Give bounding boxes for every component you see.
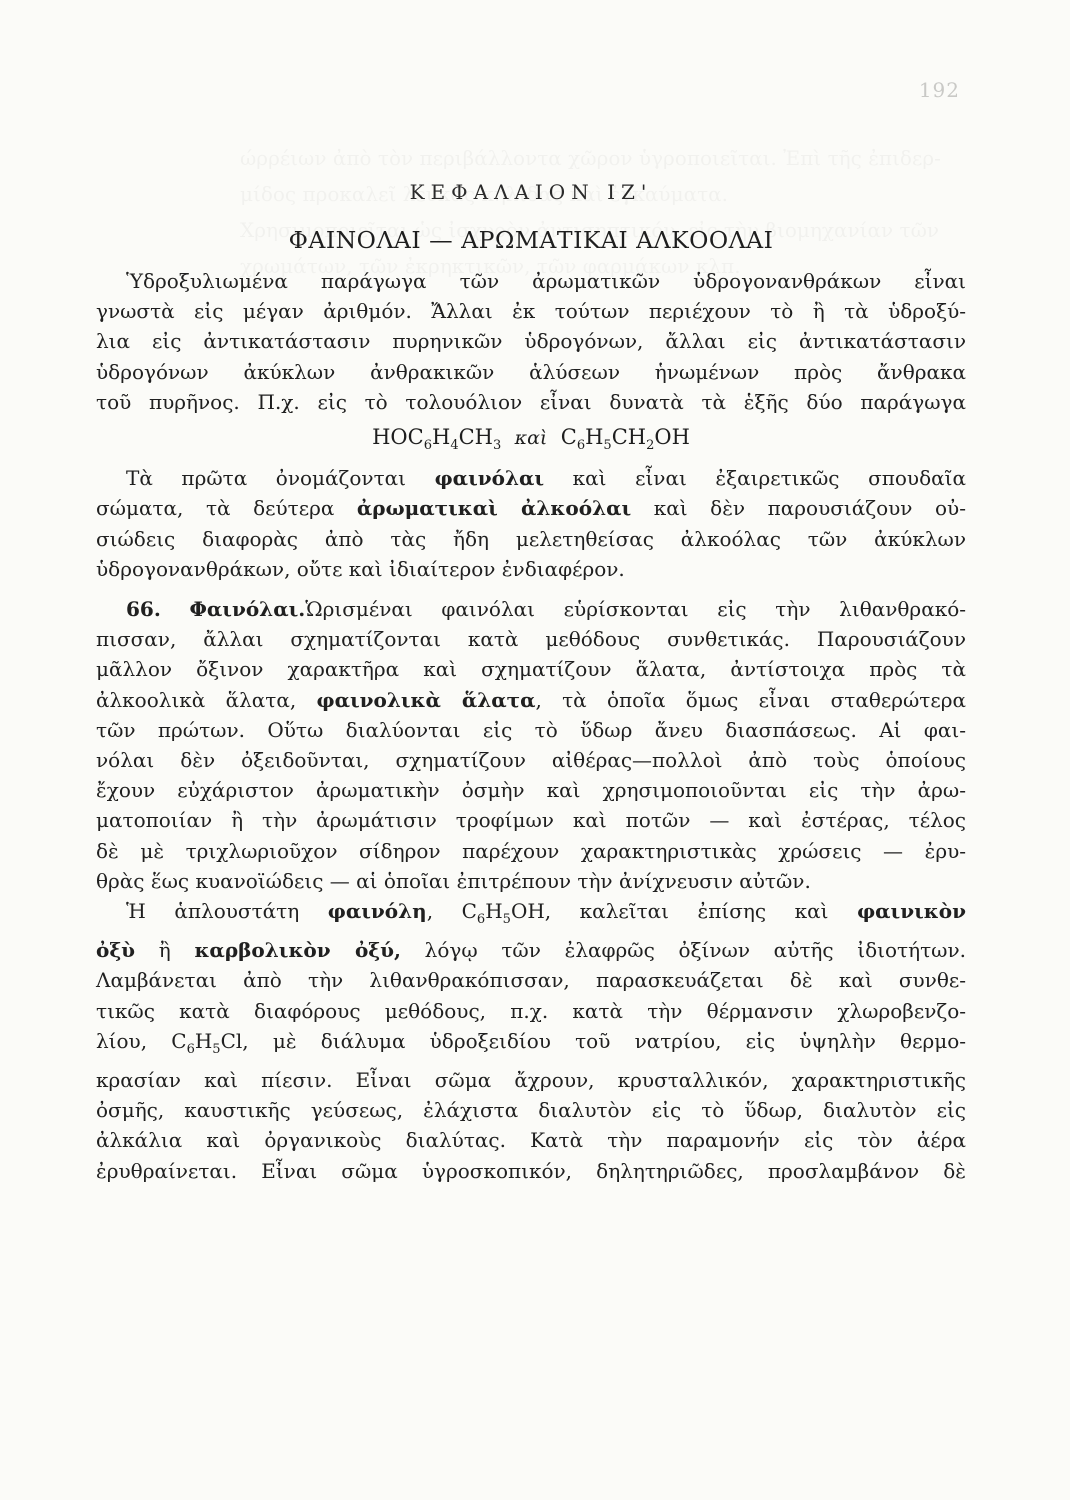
text-line: ματοποιίαν ἢ τὴν ἀρωμάτισιν τροφίμων καὶ ποτῶν — καὶ ἐστέρας, τέλος <box>96 808 966 833</box>
term-carbolic-acid: καρβολικὸν ὀξύ, <box>194 938 401 963</box>
text-line: Λαμβάνεται ἀπὸ τὴν λιθανθρακόπισσαν, παρασκευάζεται δὲ καὶ συνθε- <box>96 968 966 993</box>
text-line: ὑδρογονανθράκων, οὔτε καὶ ἰδιαίτερον ἐνδιαφέρον. <box>96 556 625 581</box>
section-66 <box>96 594 966 896</box>
text-line: τοῦ πυρῆνος. Π.χ. εἰς τὸ τολουόλιον εἶναι δυνατὰ τὰ ἑξῆς δύο παράγωγα <box>96 389 966 414</box>
text-line: δὲ μὲ τριχλωριοῦχον σίδηρον παρέχουν χαρακτηριστικὰς χρώσεις — ἐρυ- <box>96 838 966 863</box>
text-line: 66. Φαινόλαι.Ὡρισμέναι φαινόλαι εὑρίσκονται εἰς τὴν λιθανθρακό- <box>126 597 966 622</box>
text-line: Ὑδροξυλιωμένα παράγωγα τῶν ἀρωματικῶν ὑδρογονανθράκων εἶναι <box>126 269 966 293</box>
paragraph-phenols-definition <box>96 463 966 584</box>
text-line: ἀλκοολικὰ ἅλατα, φαινολικὰ ἅλατα, τὰ ὁποῖα ὅμως εἶναι σταθερώτερα <box>96 687 966 712</box>
text-line: τικῶς κατὰ διαφόρους μεθόδους, π.χ. κατὰ τὴν θέρμανσιν χλωροβενζο- <box>96 998 966 1023</box>
text-line: θρὰς ἕως κυανοϊώδεις — αἱ ὁποῖαι ἐπιτρέπουν τὴν ἀνίχνευσιν αὐτῶν. <box>96 868 811 893</box>
text-line: ἔχουν εὐχάριστον ἀρωματικὴν ὀσμὴν καὶ χρησιμοποιοῦνται εἰς τὴν ἀρω- <box>96 778 966 803</box>
term-aromatic-alcohols: ἀρωματικαὶ ἀλκοόλαι <box>356 496 632 521</box>
text-line: ὑδρογόνων ἀκύκλων ἀνθρακικῶν ἁλύσεων ἡνωμένων πρὸς ἄνθρακα <box>96 359 966 384</box>
chemical-formulas: $HOC_6H_4CH_3$ καὶ $C_6H_5CH_2OH$ <box>372 425 690 454</box>
term-phenic: φαινικὸν <box>857 899 966 924</box>
text-line: μᾶλλον ὄξινον χαρακτῆρα καὶ σχηματίζουν ἅλατα, ἀντίστοιχα πρὸς τὰ <box>96 657 966 682</box>
page-content <box>96 180 966 1186</box>
chapter-title: ΦΑΙΝΟΛΑΙ — ΑΡΩΜΑΤΙΚΑΙ ΑΛΚΟΟΛΑΙ <box>288 226 774 254</box>
text-line: ὀσμῆς, καυστικῆς γεύσεως, ἐλάχιστα διαλυτὸν εἰς τὸ ὕδωρ, διαλυτὸν εἰς <box>96 1098 966 1123</box>
text-line: λίου, $C_6H_5Cl$, μὲ διάλυμα ὑδροξειδίου τοῦ νατρίου, εἰς ὑψηλὴν θερμο- <box>96 1028 966 1057</box>
text-line: σώματα, τὰ δεύτερα ἀρωματικαὶ ἀλκοόλαι καὶ δὲν παρουσιάζουν οὐ- <box>96 496 966 521</box>
text-line: Ἡ ἁπλουστάτη φαινόλη, $C_6H_5OH$, καλεῖται ἐπίσης καὶ φαινικὸν <box>126 899 966 928</box>
text-line: νόλαι δὲν ὀξειδοῦνται, σχηματίζουν αἰθέρας—πολλοὶ ἀπὸ τοὺς ὁποίους <box>96 748 966 773</box>
text-line: σιώδεις διαφορὰς ἀπὸ τὰς ἤδη μελετηθείσας ἀλκοόλας τῶν ἀκύκλων <box>96 526 966 551</box>
text-line: ἀλκάλια καὶ ὀργανικοὺς διαλύτας. Κατὰ τὴν παραμονήν εἰς τὸν ἀέρα <box>96 1128 966 1153</box>
text-line: Τὰ πρῶτα ὀνομάζονται φαινόλαι καὶ εἶναι ἐξαιρετικῶς σπουδαῖα <box>126 466 966 491</box>
section-number: 66. <box>126 597 161 622</box>
text-line: ὀξὺ ἢ καρβολικὸν ὀξύ, λόγῳ τῶν ἐλαφρῶς ὀξίνων αὐτῆς ἰδιοτήτων. <box>96 938 966 963</box>
chapter-label: ΚΕΦΑΛΑΙΟΝ ΙΖ' <box>409 180 653 204</box>
term-phenolic-salts: φαινολικὰ ἅλατα <box>316 687 536 712</box>
text-line: γνωστὰ εἰς μέγαν ἀριθμόν. Ἄλλαι ἐκ τούτων περιέχουν τὸ ἢ τὰ ὑδροξύ- <box>96 299 966 324</box>
text-line: πισσαν, ἄλλαι σχηματίζονται κατὰ μεθόδους συνθετικάς. Παρουσιάζουν <box>96 627 966 652</box>
text-line: ἐρυθραίνεται. Εἶναι σῶμα ὑγροσκοπικόν, δηλητηριῶδες, προσλαμβάνον δὲ <box>96 1158 966 1183</box>
paragraph-phenol <box>96 896 966 1186</box>
term-phenol: φαινόλη <box>327 899 427 924</box>
text-line: λια εἰς ἀντικατάστασιν πυρηνικῶν ὑδρογόνων, ἄλλαι εἰς ἀντικατάστασιν <box>96 329 966 354</box>
page-number: 192 <box>918 78 960 102</box>
section-heading: Φαινόλαι. <box>189 597 306 622</box>
intro-paragraph <box>96 266 966 417</box>
term-phenols: φαινόλαι <box>434 466 545 491</box>
text-line: τῶν πρώτων. Οὕτω διαλύονται εἰς τὸ ὕδωρ ἄνευ διασπάσεως. Αἱ φαι- <box>96 717 966 742</box>
text-line: κρασίαν καὶ πίεσιν. Εἶναι σῶμα ἄχρουν, κρυσταλλικόν, χαρακτηριστικῆς <box>96 1068 966 1093</box>
